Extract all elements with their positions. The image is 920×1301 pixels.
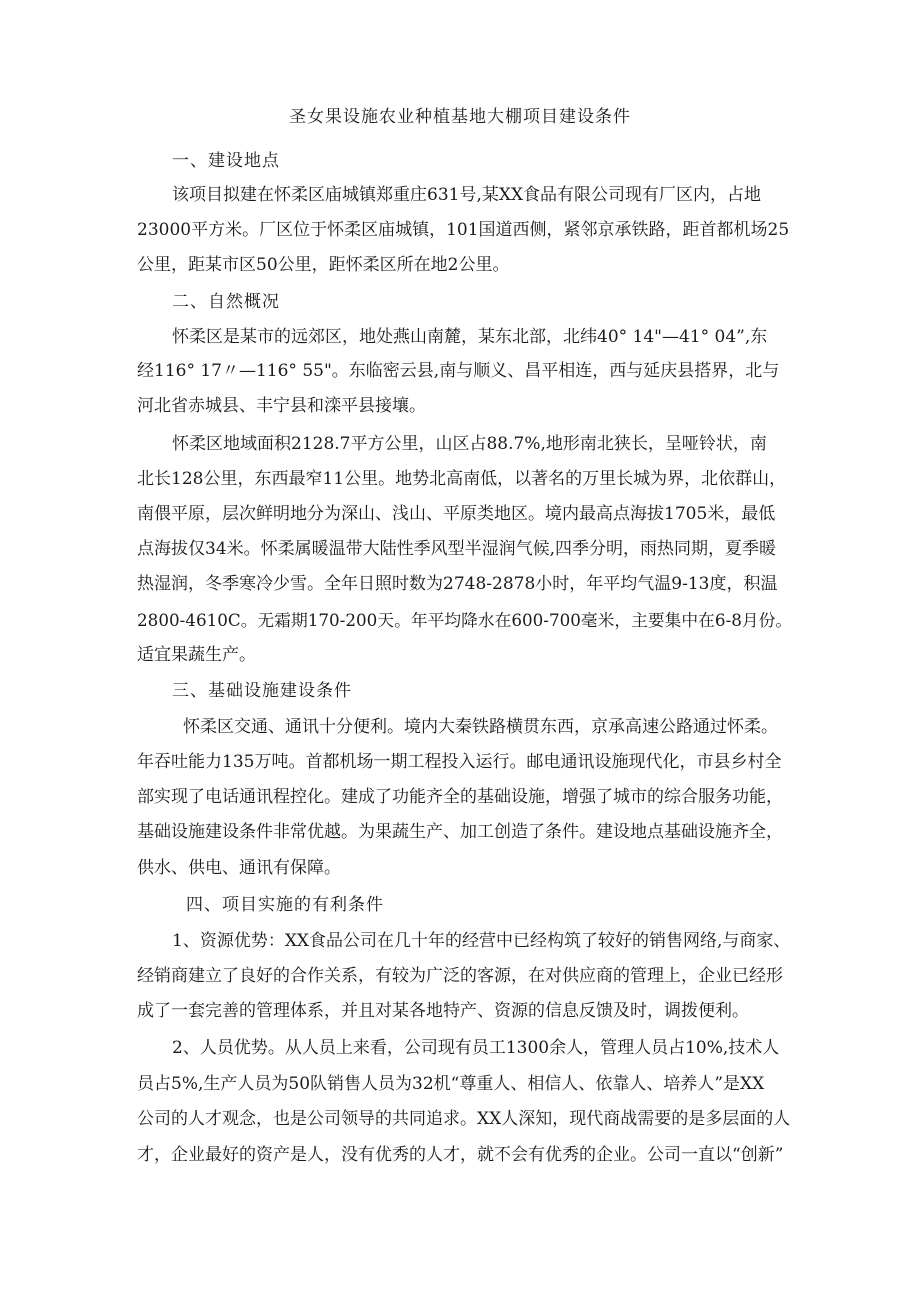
text-line: 部实现了电话通讯程控化。建成了功能齐全的基础设施，增强了城市的综合服务功能， <box>137 787 783 807</box>
text-line: 才，企业最好的资产是人，没有优秀的人才，就不会有优秀的企业。公司一直以“创新” <box>137 1145 784 1165</box>
text-line: 公里，距某市区50公里，距怀柔区所在地2公里。 <box>137 255 510 275</box>
text-line: 基础设施建设条件非常优越。为果蔬生产、加工创造了条件。建设地点基础设施齐全， <box>137 822 783 842</box>
text-line: 2800-4610C。无霜期170-200天。年平均降水在600-700毫米，主要集中在6-8月份。 <box>137 610 793 630</box>
text-line: 经销商建立了良好的合作关系，有较为广泛的客源，在对供应商的管理上，企业已经形 <box>137 966 783 986</box>
section-heading-infrastructure: 三、基础设施建设条件 <box>172 681 352 701</box>
text-line: 供水、供电、通讯有保障。 <box>137 858 341 878</box>
text-line: 怀柔区地域面积2128.7平方公里，山区占88.7%,地形南北狭长，呈哑铃状，南 <box>172 434 767 454</box>
text-line: 经116° 17〃—116° 55"。东临密云县,南与顺义、昌平相连，西与延庆县搭界，北与 <box>137 361 780 381</box>
text-line: 北长128公里，东西最窄11公里。地势北高南低，以著名的万里长城为界，北依群山， <box>137 469 787 489</box>
text-line: 该项目拟建在怀柔区庙城镇郑重庄631号,某XX食品有限公司现有厂区内，占地 <box>172 185 762 205</box>
text-line: 23000平方米。厂区位于怀柔区庙城镇，101国道西侧，紧邻京承铁路，距首都机场25 <box>137 220 790 240</box>
text-line: 怀柔区交通、通讯十分便利。境内大秦铁路横贯东西，京承高速公路通过怀柔。 <box>183 717 778 737</box>
document-title: 圣女果设施农业种植基地大棚项目建设条件 <box>289 107 631 127</box>
section-heading-advantages: 四、项目实施的有利条件 <box>186 895 384 915</box>
text-line: 员占5%,生产人员为50队销售人员为32机“尊重人、相信人、依靠人、培养人”是XX <box>137 1074 765 1094</box>
text-line: 河北省赤城县、丰宁县和滦平县接壤。 <box>137 396 426 416</box>
text-line: 公司的人才观念，也是公司领导的共同追求。XX人深知，现代商战需要的是多层面的人 <box>137 1109 791 1129</box>
text-line: 热湿润，冬季寒冷少雪。全年日照时数为2748-2878小时，年平均气温9-13度，积温 <box>137 574 778 594</box>
text-line: 适宜果蔬生产。 <box>137 645 256 665</box>
text-line: 点海拔仅34米。怀柔属暖温带大陆性季风型半湿润气候,四季分明，雨热同期，夏季暖 <box>137 539 777 559</box>
text-line: 2、人员优势。从人员上来看，公司现有员工1300余人，管理人员占10%,技术人 <box>172 1038 780 1058</box>
section-heading-location: 一、建设地点 <box>172 151 280 171</box>
section-heading-nature: 二、自然概况 <box>172 292 280 312</box>
text-line: 成了一套完善的管理体系，并且对某各地特产、资源的信息反馈及时，调拨便利。 <box>137 1001 749 1021</box>
text-line: 1、资源优势：XX食品公司在几十年的经营中已经构筑了较好的销售网络,与商家、 <box>172 931 791 951</box>
text-line: 怀柔区是某市的远郊区，地处燕山南麓，某东北部，北纬40° 14"—41° 04”,东 <box>172 327 768 347</box>
text-line: 南偎平原，层次鲜明地分为深山、浅山、平原类地区。境内最高点海拔1705米，最低 <box>137 504 776 524</box>
text-line: 年吞吐能力135万吨。首都机场一期工程投入运行。邮电通讯设施现代化，市县乡村全 <box>137 752 782 772</box>
